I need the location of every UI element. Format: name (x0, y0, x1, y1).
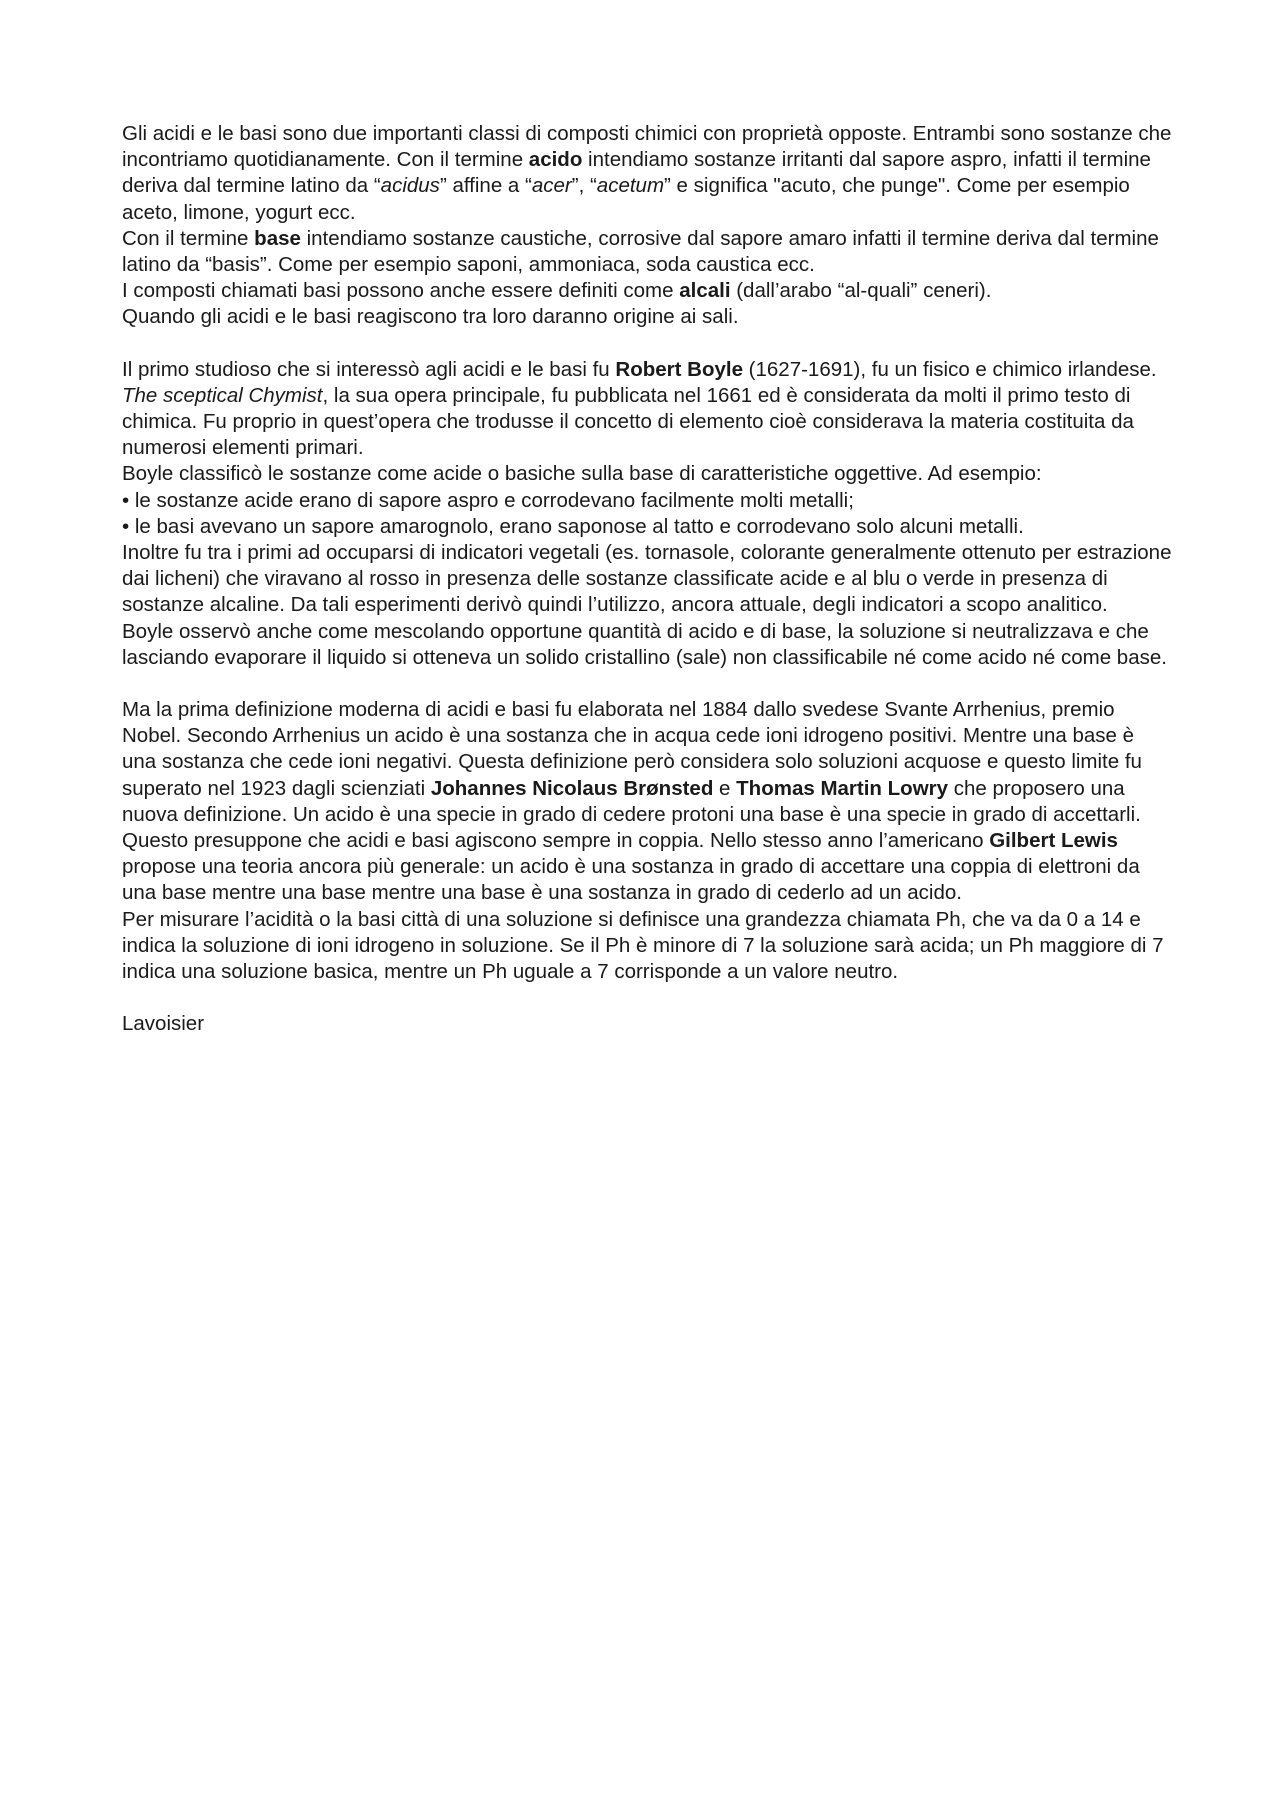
term-acer: acer (531, 174, 572, 198)
paragraph-neutralization: Boyle osservò anche come mescolando opportune quantità di acido e di base, la soluzione si neutralizzava e che lasciando evaporare il liquido si otteneva un solido cristallino (sale) non classificabile né come acido né come base. (122, 619, 1167, 669)
paragraph-alcali: I composti chiamati basi possono anche essere definiti come alcali (dall’arabo “al-quali” ceneri). (122, 279, 992, 303)
paragraph-boyle-classification: Boyle classificò le sostanze come acide o basiche sulla base di caratteristiche oggettive. Ad esempio: (122, 462, 1042, 486)
paragraph-sceptical-chymist: The sceptical Chymist, la sua opera principale, fu pubblicata nel 1661 ed è considerata da molti il primo testo di chimica. Fu proprio in quest’opera che trodusse il concetto di elemento cioè considerava la materia costituita da numerosi elementi primari. (122, 383, 1134, 460)
book-title: The sceptical Chymist (122, 383, 323, 407)
paragraph-lewis: Questo presuppone che acidi e basi agiscono sempre in coppia. Nello stesso anno l’americano Gilbert Lewis propose una teoria ancora più generale: un acido è una sostanza in grado di accettare una coppia di elettroni da una base mentre una base mentre una base è una sostanza in grado di cederlo ad un acido. (122, 829, 1140, 905)
name-robert-boyle: Robert Boyle (615, 357, 743, 381)
paragraph-base-definition: Con il termine base intendiamo sostanze caustiche, corrosive dal sapore amaro infatti il termine deriva dal termine latino da “basis”. Come per esempio saponi, ammoniaca, soda caustica ecc. (122, 226, 1159, 277)
list-item: • le basi avevano un sapore amarognolo, erano saponose al tatto e corrodevano solo alcuni metalli. (122, 514, 1024, 538)
term-base: base (254, 226, 301, 250)
term-alcali: alcali (679, 279, 731, 303)
paragraph-lavoisier: Lavoisier (122, 1012, 205, 1036)
paragraph-ph: Per misurare l’acidità o la basi città di una soluzione si definisce una grandezza chiamata Ph, che va da 0 a 14 e indica la soluzione di ioni idrogeno in soluzione. Se il Ph è minore di 7 la soluzione sarà acida; un Ph maggiore di 7 indica una soluzione basica, mentre un Ph uguale a 7 corrisponde a un valore neutro. (122, 907, 1164, 984)
paragraph-boyle-intro: Il primo studioso che si interessò agli acidi e le basi fu Robert Boyle (1627-1691), fu un fisico e chimico irlandese. (122, 357, 1157, 381)
paragraph-gap (122, 331, 1172, 357)
document-body (122, 121, 1172, 1038)
paragraph-acids-intro: Gli acidi e le basi sono due importanti classi di composti chimici con proprietà opposte. Entrambi sono sostanze che incontriamo quotidianamente. Con il termine acido intendiamo sostanze irritanti dal sapore aspro, infatti il termine deriva dal termine latino da “acidus” affine a “acer”, “acetum” e significa "acuto, che punge". Come per esempio aceto, limone, yogurt ecc. (122, 122, 1172, 224)
list-item: • le sostanze acide erano di sapore aspro e corrodevano facilmente molti metalli; (122, 488, 854, 512)
term-acidus: acidus (380, 174, 440, 198)
name-gilbert-lewis: Gilbert Lewis (989, 829, 1118, 853)
term-acido: acido (528, 148, 583, 172)
name-bronsted: Johannes Nicolaus Brønsted (430, 776, 714, 800)
paragraph-gap (122, 671, 1172, 697)
paragraph-salts: Quando gli acidi e le basi reagiscono tra loro daranno origine ai sali. (122, 305, 739, 329)
paragraph-gap (122, 985, 1172, 1011)
name-lowry: Thomas Martin Lowry (736, 776, 949, 800)
paragraph-arrhenius: Ma la prima definizione moderna di acidi e basi fu elaborata nel 1884 dallo svedese Svante Arrhenius, premio Nobel. Secondo Arrhenius un acido è una sostanza che in acqua cede ioni idrogeno positivi. Mentre una base è una sostanza che cede ioni negativi. Questa definizione però considera solo soluzioni acquose e questo limite fu superato nel 1923 dagli scienziati Johannes Nicolaus Brønsted e Thomas Martin Lowry che proposero una nuova definizione. Un acido è una specie in grado di cedere protoni una base è una specie in grado di accettarli. (122, 698, 1142, 826)
term-acetum: acetum (596, 174, 665, 198)
paragraph-indicators: Inoltre fu tra i primi ad occuparsi di indicatori vegetali (es. tornasole, colorante generalmente ottenuto per estrazione dai licheni) che viravano al rosso in presenza delle sostanze classificate acide e al blu o verde in presenza di sostanze alcaline. Da tali esperimenti derivò quindi l’utilizzo, ancora attuale, degli indicatori a scopo analitico. (122, 541, 1172, 617)
